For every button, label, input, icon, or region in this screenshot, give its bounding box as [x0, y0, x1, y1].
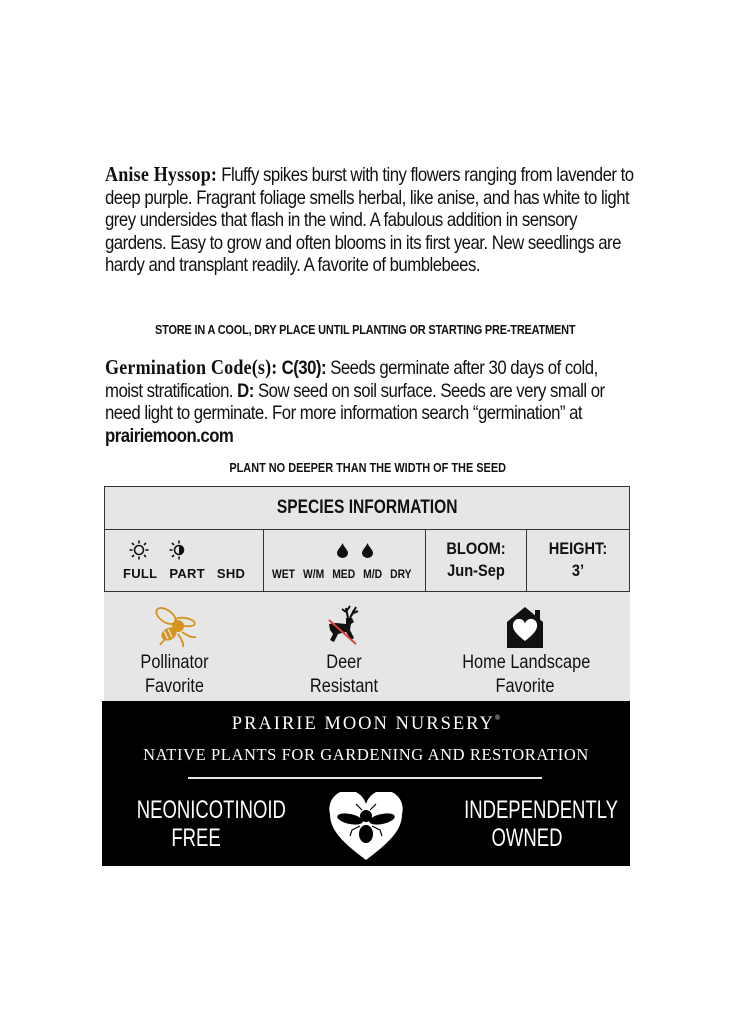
height-value: 3’ — [571, 561, 585, 580]
feature-deer — [284, 592, 404, 699]
brand-divider — [188, 777, 542, 779]
bloom-label: BLOOM: — [446, 539, 506, 558]
brand-name-text: PRAIRIE MOON NURSERY — [231, 714, 495, 734]
moisture-dry-label: DRY — [390, 567, 412, 581]
species-info-table — [104, 486, 630, 592]
feature-deer-line1: Deer — [326, 652, 362, 673]
species-info-header — [105, 487, 629, 530]
germination-section — [105, 356, 638, 447]
neonicotinoid-free-badge — [116, 796, 286, 852]
website-link[interactable]: prairiemoon.com — [105, 424, 234, 447]
heart-bee-icon — [328, 792, 404, 862]
feature-home-line1: Home Landscape — [462, 652, 591, 673]
bloom-value: Jun-Sep — [447, 561, 505, 580]
planting-note-text: PLANT NO DEEPER THAN THE WIDTH OF THE SEED — [229, 460, 506, 475]
planting-note — [105, 460, 630, 475]
brand-tagline: NATIVE PLANTS FOR GARDENING AND RESTORATION — [143, 745, 589, 764]
germination-label: Germination Code(s): — [105, 355, 278, 379]
feature-pollinator — [112, 592, 237, 699]
brand-name — [102, 714, 630, 735]
sun-part-label: PART — [169, 566, 205, 581]
germination-code-c: C(30): — [281, 357, 327, 379]
moisture-wm-label: W/M — [302, 567, 325, 581]
moisture-med-label: MED — [332, 567, 356, 581]
species-info-row — [105, 530, 629, 592]
description-text: Fluffy spikes burst with tiny flowers ranging from lavender to deep purple. Fragrant foliage smells herbal, like anise, and has white to light grey undersides that flash in the wind. A fabulous addition in sensory gardens. Easy to grow and often blooms in its first year. New seedlings are hardy and transplant readily. A favorite of bumblebees. — [105, 164, 634, 277]
storage-note-text: STORE IN A COOL, DRY PLACE UNTIL PLANTING OR STARTING PRE-TREATMENT — [154, 322, 576, 337]
independently-owned-badge — [442, 796, 618, 852]
species-info-title: SPECIES INFORMATION — [276, 497, 458, 518]
bee-icon — [152, 606, 198, 648]
neonicotinoid-line2: FREE — [171, 824, 221, 852]
moisture-md-label: M/D — [363, 567, 383, 581]
species-name: Anise Hyssop: — [105, 162, 218, 186]
sun-full-label: FULL — [123, 566, 158, 581]
germination-code-d-text: Sow seed on soil surface. Seeds are very small or need light to germinate. For more information search “germination” at — [105, 379, 605, 425]
md-drop-icon — [362, 543, 373, 558]
sun-shade-label: SHD — [216, 566, 246, 581]
storage-note — [105, 322, 625, 337]
feature-home-landscape — [452, 592, 598, 699]
feature-home-line2: Favorite — [495, 676, 555, 697]
part-sun-icon — [169, 540, 189, 560]
germination-code-c-text: Seeds germinate after 30 days of cold, moist stratification. — [105, 357, 598, 402]
germination-code-d: D: — [237, 379, 254, 402]
feature-pollinator-line1: Pollinator — [140, 652, 209, 673]
height-cell — [527, 530, 629, 592]
feature-pollinator-line2: Favorite — [144, 676, 205, 697]
independently-line1: INDEPENDENTLY — [464, 796, 618, 824]
neonicotinoid-line1: NEONICOTINOID — [136, 796, 286, 824]
med-drop-icon — [337, 543, 348, 558]
deer-resistant-icon — [326, 604, 362, 648]
species-description — [105, 163, 638, 277]
registered-mark: ® — [494, 714, 501, 722]
feature-deer-line2: Resistant — [309, 676, 379, 697]
sun-cell — [105, 530, 264, 592]
independently-line2: OWNED — [491, 824, 563, 852]
moisture-wet-label: WET — [272, 567, 295, 581]
house-heart-icon — [506, 606, 544, 648]
height-label: HEIGHT: — [548, 539, 608, 558]
brand-banner — [102, 701, 630, 866]
features-row — [104, 592, 630, 701]
moisture-cell — [264, 530, 426, 592]
full-sun-icon — [129, 540, 149, 560]
bloom-cell — [426, 530, 527, 592]
